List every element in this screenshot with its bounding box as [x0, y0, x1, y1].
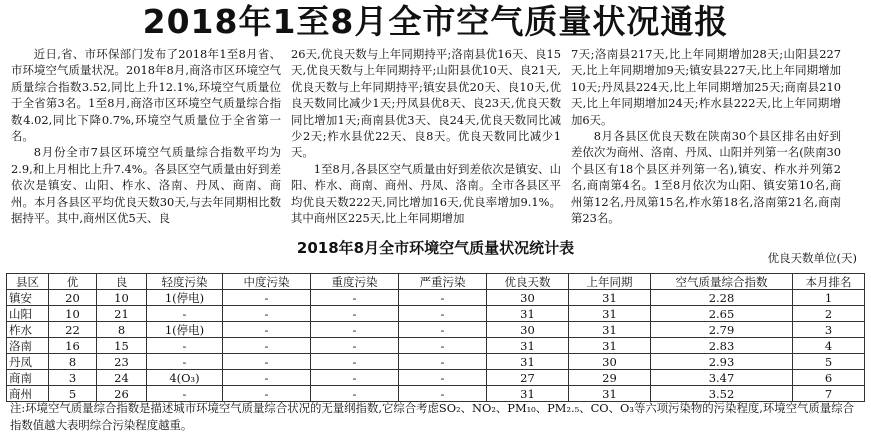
cell: -	[311, 354, 399, 370]
cell: -	[223, 322, 311, 338]
paragraph: 8月各县区优良天数在陕南30个县区排名由好到差依次为商州、洛南、丹凤、山阳并列第一名(陕南30个县区有18个县区并列第一名),镇安、柞水并列第2名,商南第4名。1至8月依次为山阳、镇安第10名,商州第12名,丹凤第15名,柞水第18名,洛南第21名,商南第23名。	[571, 129, 841, 226]
cell: -	[311, 290, 399, 306]
cell: 20	[49, 290, 97, 306]
paragraph: 26天,优良天数与上年同期持平;洛南县优16天、良15天,优良天数与上年同期持平;山阳县优10天、良21天,优良天数与上年同期持平;镇安县优20天、良10天,优良天数同比减少1天;丹凤县优8天、良23天,优良天数同比增加1天;商南县优3天、良24天,优良天数同比减少2天;柞水县优22天、良8天。优良天数同比减少1天。	[291, 47, 561, 160]
cell: 7	[793, 386, 865, 402]
header-county: 县区	[7, 274, 49, 290]
cell: 31	[569, 306, 651, 322]
cell: 31	[569, 290, 651, 306]
cell: -	[147, 306, 223, 322]
cell: 2	[793, 306, 865, 322]
cell: 31	[569, 386, 651, 402]
cell: 3	[49, 370, 97, 386]
cell: 4(O₃)	[147, 370, 223, 386]
cell: 3	[793, 322, 865, 338]
header-composite-index: 空气质量综合指数	[651, 274, 793, 290]
table-row	[7, 370, 865, 386]
header-light-pollution: 轻度污染	[147, 274, 223, 290]
article-column-2	[286, 46, 566, 232]
unit-label: 优良天数单位(天)	[767, 251, 857, 265]
cell: 10	[49, 306, 97, 322]
cell: 30	[487, 290, 569, 306]
paragraph: 近日,省、市环保部门发布了2018年1至8月省、市环境空气质量状况。2018年8月,商洛市区环境空气质量综合指数3.52,同比上升12.1%,环境空气质量位于全省第3名。1至8月,商洛市区环境空气质量综合指数4.02,同比下降0.7%,环境空气质量位于全省第一名。	[11, 47, 281, 144]
cell: -	[399, 322, 487, 338]
cell: 2.93	[651, 354, 793, 370]
article-column-3	[566, 46, 846, 232]
cell: 5	[49, 386, 97, 402]
cell: 1(停电)	[147, 322, 223, 338]
cell-county: 商南	[7, 370, 49, 386]
footnote: 注:环境空气质量综合指数是描述城市环境空气质量综合状况的无量纲指数,它综合考虑SO₂、NO₂、PM₁₀、PM₂.₅、CO、O₃等六项污染物的污染程度,环境空气质量综合指数值越大表明综合污染程度越重。	[10, 401, 854, 432]
cell: -	[399, 354, 487, 370]
cell-county: 山阳	[7, 306, 49, 322]
cell-county: 丹凤	[7, 354, 49, 370]
cell: 1(停电)	[147, 290, 223, 306]
cell: 27	[487, 370, 569, 386]
cell: 2.79	[651, 322, 793, 338]
cell: -	[147, 338, 223, 354]
cell: 10	[97, 290, 147, 306]
cell: 4	[793, 338, 865, 354]
table-row	[7, 290, 865, 306]
cell: -	[147, 354, 223, 370]
cell: -	[399, 306, 487, 322]
cell: 31	[569, 322, 651, 338]
cell: -	[223, 290, 311, 306]
cell: -	[147, 386, 223, 402]
cell: 2.83	[651, 338, 793, 354]
cell: 31	[569, 338, 651, 354]
cell: -	[311, 306, 399, 322]
table-row	[7, 338, 865, 354]
headline: 2018年1至8月全市空气质量状况通报	[142, 2, 729, 41]
cell: -	[223, 386, 311, 402]
table-row	[7, 354, 865, 370]
cell: 2.65	[651, 306, 793, 322]
cell: 15	[97, 338, 147, 354]
header-last-year: 上年同期	[569, 274, 651, 290]
article-body	[6, 46, 866, 232]
cell: 30	[487, 322, 569, 338]
cell: -	[399, 290, 487, 306]
cell: 21	[97, 306, 147, 322]
cell: -	[223, 354, 311, 370]
header-moderate-pollution: 中度污染	[223, 274, 311, 290]
table-row	[7, 306, 865, 322]
header-excellent: 优	[49, 274, 97, 290]
table-title: 2018年8月全市环境空气质量状况统计表	[296, 239, 575, 257]
cell: -	[311, 322, 399, 338]
cell-county: 商州	[7, 386, 49, 402]
cell: 31	[487, 354, 569, 370]
header-good-days: 优良天数	[487, 274, 569, 290]
cell: -	[311, 370, 399, 386]
table-row	[7, 322, 865, 338]
table-header-row	[7, 274, 865, 290]
cell: 24	[97, 370, 147, 386]
cell: -	[399, 338, 487, 354]
header-rank: 本月排名	[793, 274, 865, 290]
header-heavy-pollution: 重度污染	[311, 274, 399, 290]
cell: 3.52	[651, 386, 793, 402]
paragraph: 8月份全市7县区环境空气质量综合指数平均为2.9,和上月相比上升7.4%。各县区空气质量由好到差依次是镇安、山阳、柞水、洛南、丹凤、商南、商州。本月各县区平均优良天数30天,与去年同期相比数据持平。其中,商州区优5天、良	[11, 145, 281, 226]
paragraph: 7天;洛南县217天,比上年同期增加28天;山阳县227天,比上年同期增加9天;镇安县227天,比上年同期增加10天;丹凤县224天,比上年同期增加25天;商南县210天,比上年同期增加24天;柞水县222天,比上年同期增加6天。	[571, 47, 841, 127]
cell: -	[223, 370, 311, 386]
cell: -	[399, 386, 487, 402]
cell: -	[311, 338, 399, 354]
cell: 30	[569, 354, 651, 370]
cell: -	[223, 338, 311, 354]
cell: -	[399, 370, 487, 386]
cell: 6	[793, 370, 865, 386]
cell-county: 柞水	[7, 322, 49, 338]
article-column-1	[6, 46, 286, 232]
cell: 8	[49, 354, 97, 370]
cell: 3.47	[651, 370, 793, 386]
cell-county: 洛南	[7, 338, 49, 354]
cell: 2.28	[651, 290, 793, 306]
paragraph: 1至8月,各县区空气质量由好到差依次是镇安、山阳、柞水、商南、商州、丹凤、洛南。全市各县区平均优良天数222天,同比增加16天,优良率增加9.1%。其中商州区225天,比上年同期增加	[291, 161, 561, 226]
cell: 5	[793, 354, 865, 370]
cell: 1	[793, 290, 865, 306]
cell: 31	[487, 386, 569, 402]
cell: 31	[487, 338, 569, 354]
header-good: 良	[97, 274, 147, 290]
cell-county: 镇安	[7, 290, 49, 306]
cell: 31	[487, 306, 569, 322]
cell: 29	[569, 370, 651, 386]
cell: -	[311, 386, 399, 402]
header-severe-pollution: 严重污染	[399, 274, 487, 290]
cell: 23	[97, 354, 147, 370]
cell: 8	[97, 322, 147, 338]
cell: 16	[49, 338, 97, 354]
cell: -	[223, 306, 311, 322]
cell: 22	[49, 322, 97, 338]
air-quality-table	[6, 273, 865, 402]
cell: 26	[97, 386, 147, 402]
